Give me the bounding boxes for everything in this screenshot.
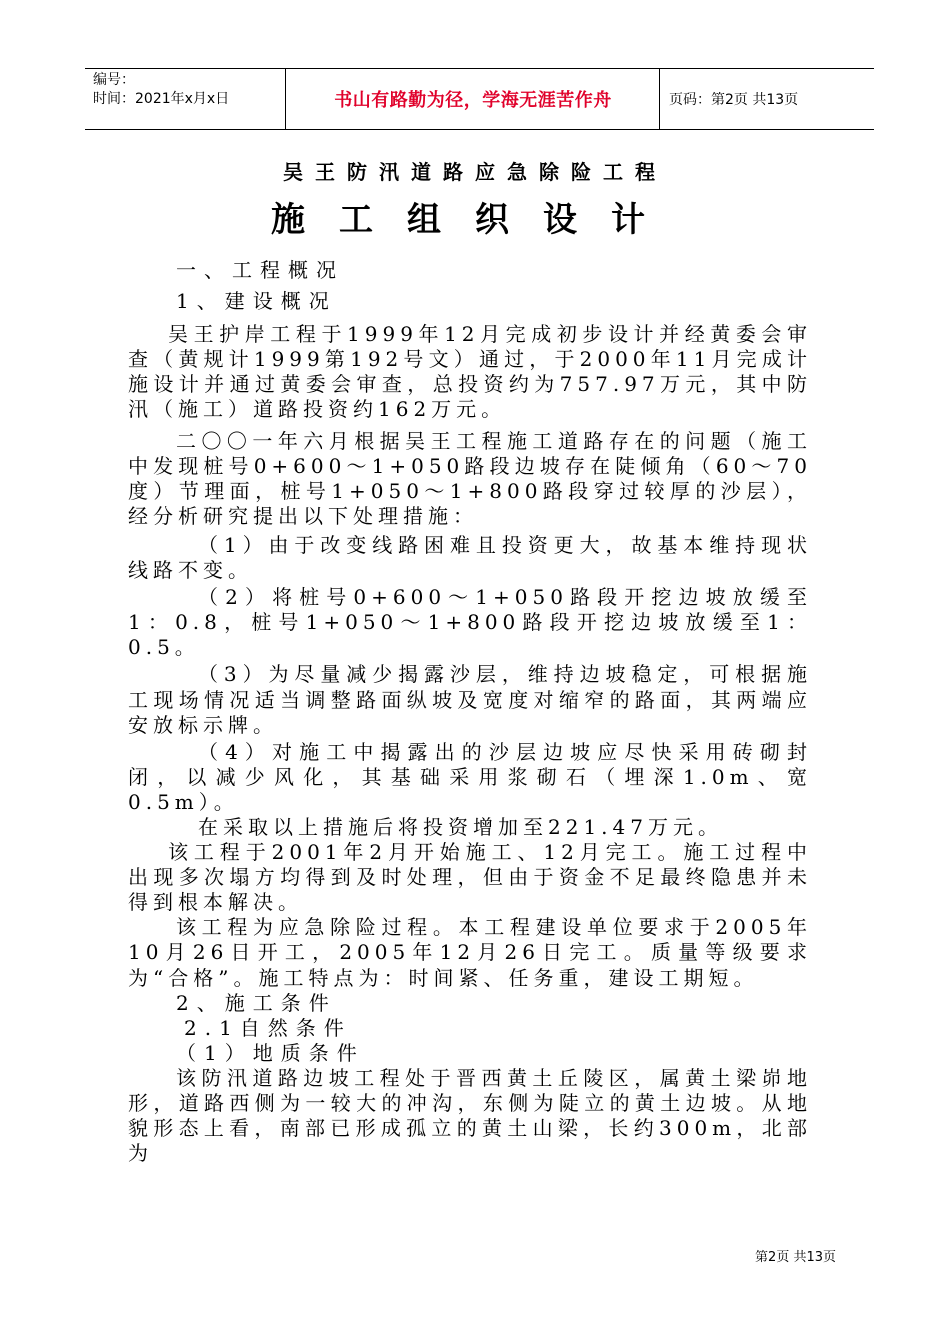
paragraph: （4）对施工中揭露出的沙层边坡应尽快采用砖砌封闭，以减少风化，其基础采用浆砌石（埋深1.0m、宽0.5m）。 [128,739,812,814]
page-info: 页码：第2页 共13页 [669,92,799,108]
paragraph: （2）将桩号0+600～1+050路段开挖边坡放缓至1：0.8，桩号1+050～1+800路段开挖边坡放缓至1：0.5。 [128,585,812,660]
section-heading: 一、工程概况 [176,258,344,282]
page-header [85,68,874,130]
section-heading: 2.1自然条件 [184,1015,352,1040]
number-label: 编号： [93,72,135,88]
paragraph: 吴王护岸工程于1999年12月完成初步设计并经黄委会审查（黄规计1999第192号文）通过，于2000年11月完成计施设计并通过黄委会审查，总投资约为757.97万元，其中防汛（施工）道路投资约162万元。 [128,322,812,422]
paragraph: （3）为尽量减少揭露沙层，维持边坡稳定，可根据施工现场情况适当调整路面纵坡及宽度对缩窄的路面，其两端应安放标示牌。 [128,662,812,737]
divider [659,69,660,129]
document-title: 施工组织设计 [271,200,679,240]
section-heading: 2、施工条件 [176,990,337,1015]
motto: 书山有路勤为径，学海无涯苦作舟 [334,90,612,111]
section-heading: （1）地质条件 [176,1040,365,1065]
page-footer: 第2页 共13页 [755,1250,836,1265]
document-body [128,258,812,1166]
paragraph: 该防汛道路边坡工程处于晋西黄土丘陵区，属黄土梁峁地形，道路西侧为一较大的冲沟，东侧为陡立的黄土边坡。从地貌形态上看，南部已形成孤立的黄土山梁，长约300m，北部为 [128,1065,812,1166]
time-label: 时间：2021年x月x日 [93,91,230,107]
document-subtitle: 吴王防汛道路应急除险工程 [283,160,667,184]
header-meta [93,71,285,109]
paragraph: 在采取以上措施后将投资增加至221.47万元。 [198,814,723,839]
paragraph: （1）由于改变线路困难且投资更大，故基本维持现状线路不变。 [128,532,812,583]
section-heading: 1、建设概况 [176,289,337,314]
divider [285,69,286,129]
paragraph: 二〇〇一年六月根据吴王工程施工道路存在的问题（施工中发现桩号0+600～1+050路段边坡存在陡倾角（60～70度）节理面，桩号1+050～1+800路段穿过较厚的沙层），经分析研究提出以下处理措施： [128,428,812,528]
paragraph: 该工程为应急除险过程。本工程建设单位要求于2005年10月26日开工，2005年12月26日完工。质量等级要求为“合格”。施工特点为：时间紧、任务重，建设工期短。 [128,915,812,990]
paragraph: 该工程于2001年2月开始施工、12月完工。施工过程中出现多次塌方均得到及时处理，但由于资金不足最终隐患并未得到根本解决。 [128,840,812,915]
